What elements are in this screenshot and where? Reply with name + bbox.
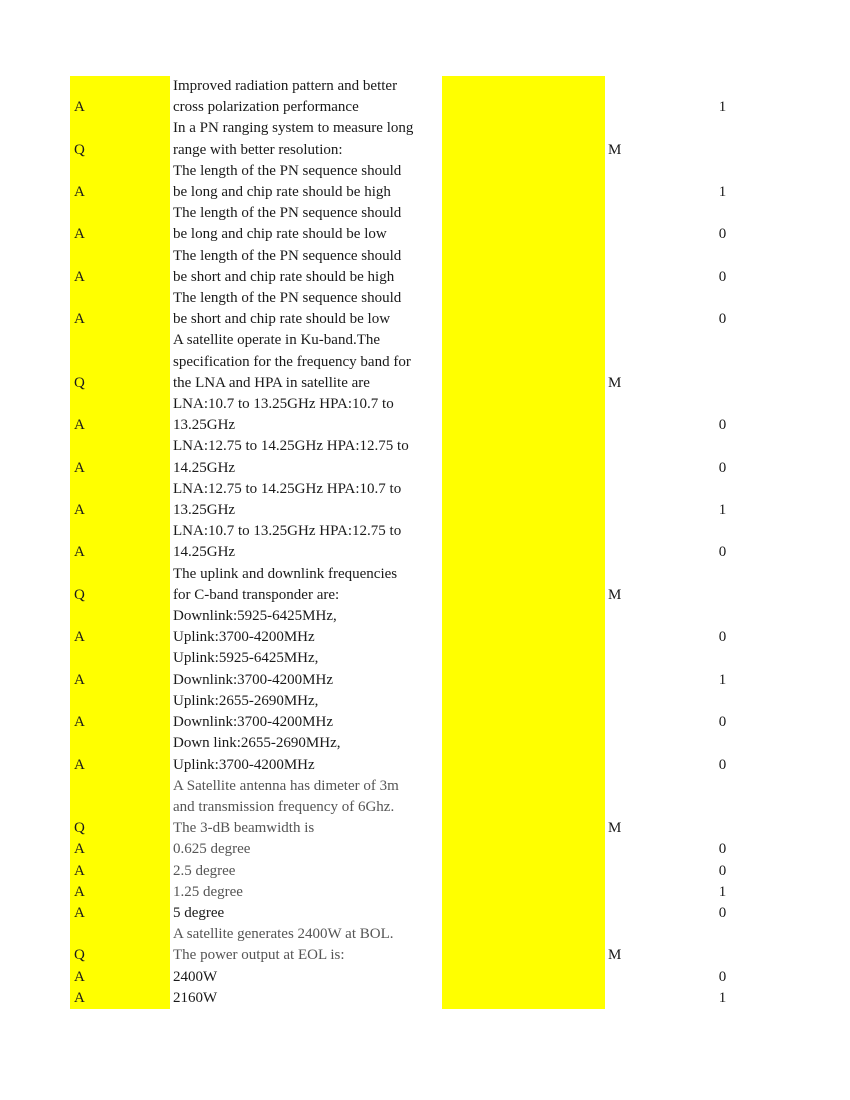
highlighted-empty-cell[interactable] <box>442 76 605 118</box>
highlighted-empty-cell[interactable] <box>442 479 605 521</box>
answer-row <box>70 288 750 330</box>
highlighted-empty-cell[interactable] <box>442 733 605 775</box>
answer-text-cell[interactable]: Improved radiation pattern and better cross polarization performance <box>173 78 398 116</box>
row-type-cell[interactable]: Q <box>70 924 170 966</box>
row-type-cell[interactable]: Q <box>70 564 170 606</box>
highlighted-empty-cell[interactable] <box>442 924 605 966</box>
answer-text-cell[interactable]: 0.625 degree <box>173 841 251 858</box>
question-text-cell[interactable]: A satellite operate in Ku-band.The specification for the frequency band for the LNA and HPA in satellite are <box>173 332 411 391</box>
row-type-cell[interactable]: A <box>70 903 170 924</box>
highlighted-empty-cell[interactable] <box>442 861 605 882</box>
highlighted-empty-cell[interactable] <box>442 903 605 924</box>
score-cell[interactable]: 0 <box>718 629 727 646</box>
score-cell[interactable]: 0 <box>718 862 727 879</box>
highlighted-empty-cell[interactable] <box>442 246 605 288</box>
row-type-cell[interactable]: A <box>70 521 170 563</box>
answer-text-cell[interactable]: 1.25 degree <box>173 883 243 900</box>
score-cell[interactable]: 1 <box>718 184 727 201</box>
row-type-cell[interactable]: A <box>70 394 170 436</box>
question-row <box>70 924 750 966</box>
row-type-cell[interactable]: A <box>70 246 170 288</box>
row-type-cell[interactable]: A <box>70 203 170 245</box>
answer-row <box>70 903 750 924</box>
question-row <box>70 118 750 160</box>
row-type-cell[interactable]: A <box>70 967 170 988</box>
question-text-cell[interactable]: A Satellite antenna has dimeter of 3m and transmission frequency of 6Ghz. The 3-dB beamwidth is <box>173 777 399 837</box>
highlighted-empty-cell[interactable] <box>442 564 605 606</box>
answer-text-cell[interactable]: Uplink:5925-6425MHz, Downlink:3700-4200MHz <box>173 650 333 688</box>
answer-row <box>70 203 750 245</box>
answer-text-cell[interactable]: 5 degree <box>173 904 225 921</box>
answer-text-cell[interactable]: The length of the PN sequence should be long and chip rate should be low <box>173 205 402 243</box>
answer-row <box>70 967 750 988</box>
question-text-cell[interactable]: In a PN ranging system to measure long range with better resolution: <box>173 120 414 158</box>
spreadsheet-grid <box>70 76 750 1009</box>
score-cell[interactable]: 0 <box>718 459 727 476</box>
score-cell[interactable]: 0 <box>718 968 727 985</box>
answer-text-cell[interactable]: The length of the PN sequence should be short and chip rate should be high <box>173 247 402 285</box>
answer-text-cell[interactable]: LNA:12.75 to 14.25GHz HPA:10.7 to 13.25GHz <box>173 480 402 519</box>
question-row <box>70 776 750 840</box>
answer-row <box>70 861 750 882</box>
row-type-cell[interactable]: A <box>70 733 170 775</box>
highlighted-empty-cell[interactable] <box>442 521 605 563</box>
mark-cell[interactable]: M <box>608 586 622 603</box>
score-cell[interactable]: 1 <box>718 989 727 1006</box>
score-cell[interactable]: 0 <box>718 268 727 285</box>
row-type-cell[interactable]: A <box>70 436 170 478</box>
score-cell[interactable]: 0 <box>718 714 727 731</box>
row-type-cell[interactable]: A <box>70 76 170 118</box>
score-cell[interactable]: 0 <box>718 904 727 921</box>
row-type-cell[interactable]: Q <box>70 330 170 394</box>
row-type-cell[interactable]: A <box>70 839 170 860</box>
score-cell[interactable]: 0 <box>718 841 727 858</box>
highlighted-empty-cell[interactable] <box>442 288 605 330</box>
score-cell[interactable]: 0 <box>718 417 727 434</box>
row-type-cell[interactable]: A <box>70 861 170 882</box>
question-text-cell[interactable]: The uplink and downlink frequencies for C-band transponder are: <box>173 565 398 603</box>
answer-text-cell[interactable]: The length of the PN sequence should be long and chip rate should be high <box>173 162 402 201</box>
question-row <box>70 564 750 606</box>
highlighted-empty-cell[interactable] <box>442 118 605 160</box>
highlighted-empty-cell[interactable] <box>442 606 605 648</box>
row-type-cell[interactable]: Q <box>70 776 170 840</box>
question-row <box>70 330 750 394</box>
row-type-cell[interactable]: A <box>70 161 170 203</box>
row-type-cell[interactable]: A <box>70 288 170 330</box>
answer-text-cell[interactable]: 2400W <box>173 968 218 985</box>
answer-row <box>70 882 750 903</box>
answer-row <box>70 839 750 860</box>
answer-row <box>70 479 750 521</box>
score-cell[interactable]: 0 <box>718 311 727 328</box>
answer-row <box>70 161 750 203</box>
answer-text-cell[interactable]: The length of the PN sequence should be short and chip rate should be low <box>173 290 402 328</box>
highlighted-empty-cell[interactable] <box>442 330 605 394</box>
score-cell[interactable]: 0 <box>718 544 727 561</box>
highlighted-empty-cell[interactable] <box>442 691 605 733</box>
row-type-cell[interactable]: Q <box>70 118 170 160</box>
answer-row <box>70 691 750 733</box>
mark-cell[interactable]: M <box>608 820 622 837</box>
score-cell[interactable]: 1 <box>718 99 727 116</box>
answer-text-cell[interactable]: Down link:2655-2690MHz, Uplink:3700-4200MHz <box>173 735 341 773</box>
answer-row <box>70 733 750 775</box>
answer-row <box>70 988 750 1009</box>
row-type-cell[interactable]: A <box>70 606 170 648</box>
highlighted-empty-cell[interactable] <box>442 203 605 245</box>
score-cell[interactable]: 1 <box>718 671 727 688</box>
answer-text-cell[interactable]: 2160W <box>173 989 218 1006</box>
highlighted-empty-cell[interactable] <box>442 161 605 203</box>
answer-row <box>70 436 750 478</box>
answer-row <box>70 394 750 436</box>
row-type-cell[interactable]: A <box>70 988 170 1009</box>
highlighted-empty-cell[interactable] <box>442 839 605 860</box>
row-type-cell[interactable]: A <box>70 648 170 690</box>
answer-row <box>70 648 750 690</box>
score-cell[interactable]: 1 <box>718 502 727 519</box>
answer-text-cell[interactable]: LNA:12.75 to 14.25GHz HPA:12.75 to 14.25GHz <box>173 438 409 476</box>
question-text-cell[interactable]: A satellite generates 2400W at BOL. The power output at EOL is: <box>173 926 394 964</box>
highlighted-empty-cell[interactable] <box>442 394 605 436</box>
row-type-cell[interactable]: A <box>70 691 170 733</box>
answer-text-cell[interactable]: LNA:10.7 to 13.25GHz HPA:12.75 to 14.25GHz <box>173 523 402 561</box>
highlighted-empty-cell[interactable] <box>442 776 605 840</box>
answer-text-cell[interactable]: Uplink:2655-2690MHz, Downlink:3700-4200MHz <box>173 692 333 731</box>
mark-cell[interactable]: M <box>608 141 622 158</box>
highlighted-empty-cell[interactable] <box>442 967 605 988</box>
highlighted-empty-cell[interactable] <box>442 988 605 1009</box>
mark-cell[interactable]: M <box>608 947 622 964</box>
answer-text-cell[interactable]: 2.5 degree <box>173 862 236 879</box>
row-type-cell[interactable]: A <box>70 882 170 903</box>
answer-row <box>70 521 750 563</box>
score-cell[interactable]: 1 <box>718 883 727 900</box>
row-type-cell[interactable]: A <box>70 479 170 521</box>
answer-row <box>70 246 750 288</box>
mark-cell[interactable]: M <box>608 374 622 391</box>
highlighted-empty-cell[interactable] <box>442 882 605 903</box>
answer-text-cell[interactable]: LNA:10.7 to 13.25GHz HPA:10.7 to 13.25GHz <box>173 396 394 434</box>
answer-row <box>70 76 750 118</box>
highlighted-empty-cell[interactable] <box>442 648 605 690</box>
highlighted-empty-cell[interactable] <box>442 436 605 478</box>
score-cell[interactable]: 0 <box>718 226 727 243</box>
score-cell[interactable]: 0 <box>718 756 727 773</box>
answer-text-cell[interactable]: Downlink:5925-6425MHz, Uplink:3700-4200MHz <box>173 608 337 646</box>
answer-row <box>70 606 750 648</box>
